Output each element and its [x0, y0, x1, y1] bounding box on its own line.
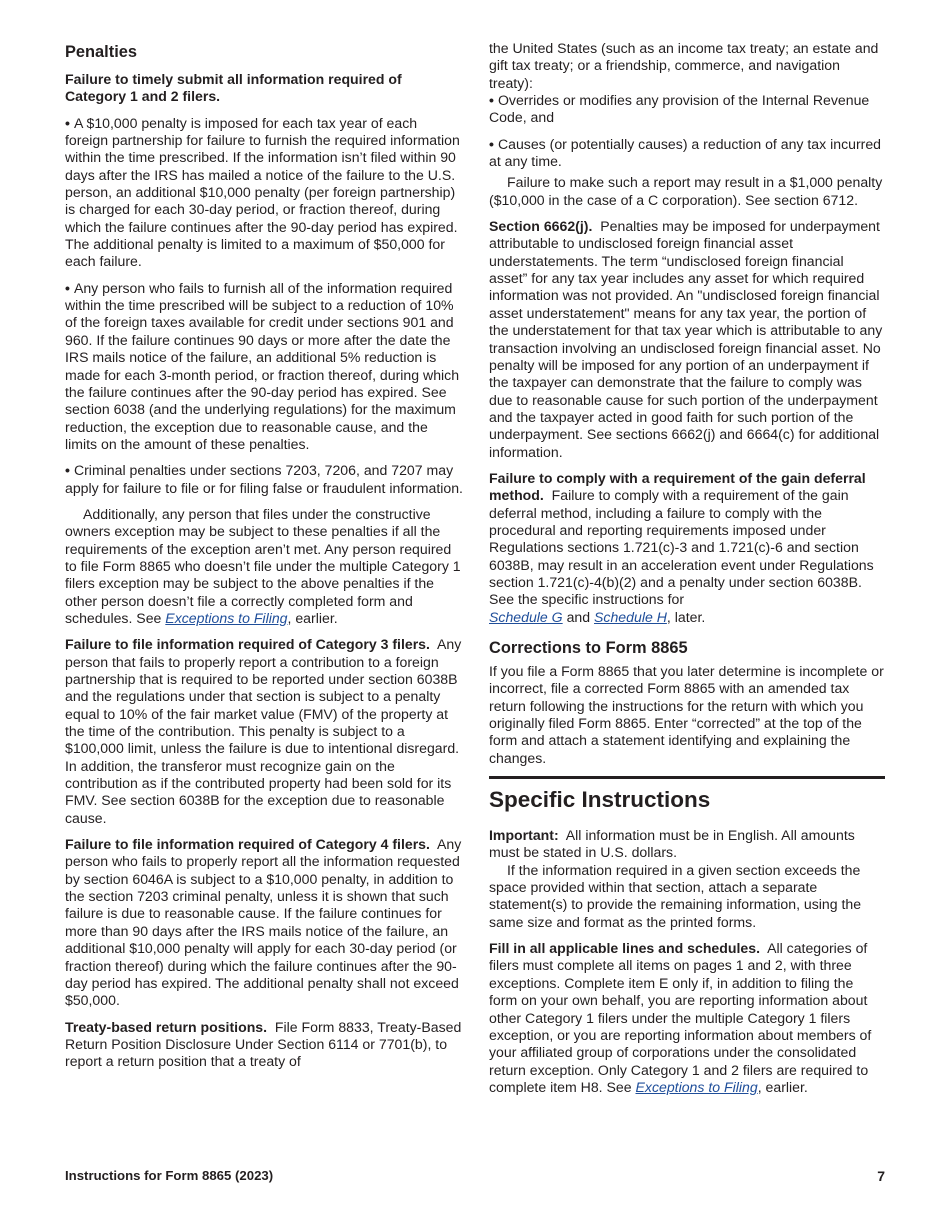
section-6662j-paragraph: Section 6662(j). Penalties may be imposed for underpayment attributable to undisclosed foreign financial asset understatements. The term “undisclosed foreign financial asset” for any tax year includes any asset for which required information was not provided. An "undisclosed foreign financial asset understatement" means for any tax year, the portion of the understatement for that tax year which is attributable to any transaction involving an undisclosed foreign financial asset. No penalty will be imposed for any portion of an underpayment if the taxpayer can demonstrate that the failure to comply was due to reasonable cause for such portion of the underpayment and the taxpayer acted in good faith for such portion of the underpayment. See sections 6662(j) and 6664(c) for additional information.: [489, 218, 883, 460]
treaty-paragraph: Treaty-based return positions. File Form 8833, Treaty-Based Return Position Disclosure Under Section 6114 or 7701(b), to report a return position that a treaty of: [65, 1018, 462, 1070]
treaty-continuation: the United States (such as an income tax treaty; an estate and gift tax treaty; or a friendship, commerce, and navigation treaty):: [489, 40, 879, 91]
bullet-icon: •: [65, 114, 70, 131]
category-3-paragraph: Failure to file information required of Category 3 filers. Any person that fails to properly report a contribution to a foreign partnership that is required to be reported under section 6038B and the regulations under that section is subject to a penalty equal to 10% of the fair market value (FMV) of the property at the time of the contribution. This penalty is subject to a $100,000 limit, unless the failure is due to intentional disregard. In addition, the transferor must recognize gain on the contribution as if the contributed property had been sold for its FMV. See section 6038B for the exception due to reasonable cause.: [65, 636, 462, 826]
category-4-heading: Failure to file information required of Category 4 filers.: [65, 836, 430, 853]
section-6662j-heading: Section 6662(j).: [489, 218, 593, 235]
fill-in-heading: Fill in all applicable lines and schedules.: [489, 940, 760, 957]
footer-title: Instructions for Form 8865 (2023): [65, 1168, 274, 1183]
exceeds-paragraph: If the information required in a given section exceeds the space provided within that section, attach a separate statement(s) to provide the remaining information, using the same size and format as the printed forms.: [489, 861, 862, 930]
exceptions-to-filing-link[interactable]: Exceptions to Filing: [635, 1078, 758, 1095]
treaty-bullet-b: • Causes (or potentially causes) a reduction of any tax incurred at any time.: [489, 135, 882, 170]
treaty-bullet-a: • Overrides or modifies any provision of the Internal Revenue Code, and: [489, 92, 870, 126]
bullet-icon: •: [489, 92, 494, 109]
left-column: [65, 40, 463, 1071]
exceptions-to-filing-link[interactable]: Exceptions to Filing: [165, 609, 288, 626]
gain-deferral-paragraph: Failure to comply with a requirement of the gain deferral method. Failure to comply with a requirement of the gain deferral method, including a failure to comply with the procedural and reporting requirements imposed under Regulations sections 1.721(c)-3 and 1.721(c)-6 and section 6038B, may result in an acceleration event under Regulations section 1.721(c)-4(b)(2) and a penalty under section 6038B. See the specific instructions for Schedule G and Schedule H, later.: [489, 469, 874, 625]
right-column: [489, 40, 885, 1105]
bullet-icon: •: [65, 279, 70, 296]
page-footer: [65, 1168, 885, 1183]
category-3-heading: Failure to file information required of Category 3 filers.: [65, 636, 430, 653]
failure-report-paragraph: Failure to make such a report may result in a $1,000 penalty ($10,000 in the case of a C corporation). See section 6712.: [489, 174, 883, 208]
corrections-heading: Corrections to Form 8865: [489, 639, 688, 657]
specific-instructions-heading: Specific Instructions: [489, 787, 711, 813]
bullet-icon: •: [65, 462, 70, 479]
penalties-heading: Penalties: [65, 43, 137, 61]
important-label: Important:: [489, 827, 559, 844]
section-divider: [489, 776, 885, 779]
treaty-heading: Treaty-based return positions.: [65, 1018, 268, 1035]
category-4-paragraph: Failure to file information required of Category 4 filers. Any person who fails to properly report all the information requested by section 6046A is subject to a $10,000 penalty, in addition to the section 7203 criminal penalty, unless it is shown that such failure is due to reasonable cause. If the failure continues for more than 90 days after the IRS mails notice of the failure, an additional $10,000 penalty will apply for each 30-day period (or fraction thereof) during which the failure continues after the 90-day period has expired. The additional penalty shall not exceed $50,000.: [65, 836, 462, 1009]
schedule-g-link[interactable]: Schedule G: [489, 608, 563, 625]
additionally-paragraph: Additionally, any person that files under the constructive owners exception may be subject to these penalties if all the requirements of the exception aren’t met. Any person required to file Form 8865 who doesn’t file under the multiple Category 1 filers exception may be subject to the above penalties if the other person doesn’t file a correctly completed form and schedules. See Exceptions to Filing, earlier.: [65, 505, 461, 626]
schedule-h-link[interactable]: Schedule H: [594, 608, 667, 625]
gain-deferral-heading: Failure to comply with a requirement of the gain deferral method.: [489, 469, 866, 504]
page-number: 7: [877, 1168, 885, 1184]
fill-in-paragraph: Fill in all applicable lines and schedules. All categories of filers must complete all items on pages 1 and 2, with three exceptions. Complete item E only if, in addition to filing the form on your own behalf, you are reporting information about other Category 1 filers under the multiple Category 1 filers exception, or you are reporting information about members of your affiliated group of corporations under the consolidated return exception. Only Category 1 and 2 filers are required to complete item H8. See Exceptions to Filing, earlier.: [489, 940, 872, 1095]
category-1-2-heading: Failure to timely submit all information required of Category 1 and 2 filers.: [65, 71, 402, 105]
corrections-paragraph: If you file a Form 8865 that you later determine is incomplete or incorrect, file a corrected Form 8865 with an amended tax return following the instructions for the return with which you originally filed Form 8865. Enter “corrected” at the top of the form and attach a statement identifying and explaining the changes.: [489, 663, 884, 766]
important-paragraph: Important: All information must be in English. All amounts must be stated in U.S. dollars.: [489, 827, 855, 861]
penalty-bullet-1: • A $10,000 penalty is imposed for each tax year of each foreign partnership for failure to furnish the required information within the time prescribed. If the information isn’t filed within 90 days after the IRS has mailed a notice of the failure to the U.S. person, an additional $10,000 penalty (per foreign partnership) is charged for each 30-day period, or fraction thereof, during which the failure continues after the 90-day period has expired. The additional penalty is limited to a maximum of $50,000 for each failure.: [65, 114, 460, 270]
penalty-bullet-3: • Criminal penalties under sections 7203, 7206, and 7207 may apply for failure to file or for filing false or fraudulent information.: [65, 462, 463, 496]
bullet-icon: •: [489, 135, 494, 152]
penalty-bullet-2: • Any person who fails to furnish all of the information required within the time prescribed will be subject to a reduction of 10% of the foreign taxes available for credit under sections 901 and 960. If the failure continues 90 days or more after the date the IRS mails notice of the failure, an additional 5% reduction is made for each 3-month period, or fraction thereof, during which the failure continues after the 90-day period has expired. See section 6038 (and the underlying regulations) for the maximum reduction, the exception due to reasonable cause, and the limits on the amount of these penalties.: [65, 279, 460, 452]
